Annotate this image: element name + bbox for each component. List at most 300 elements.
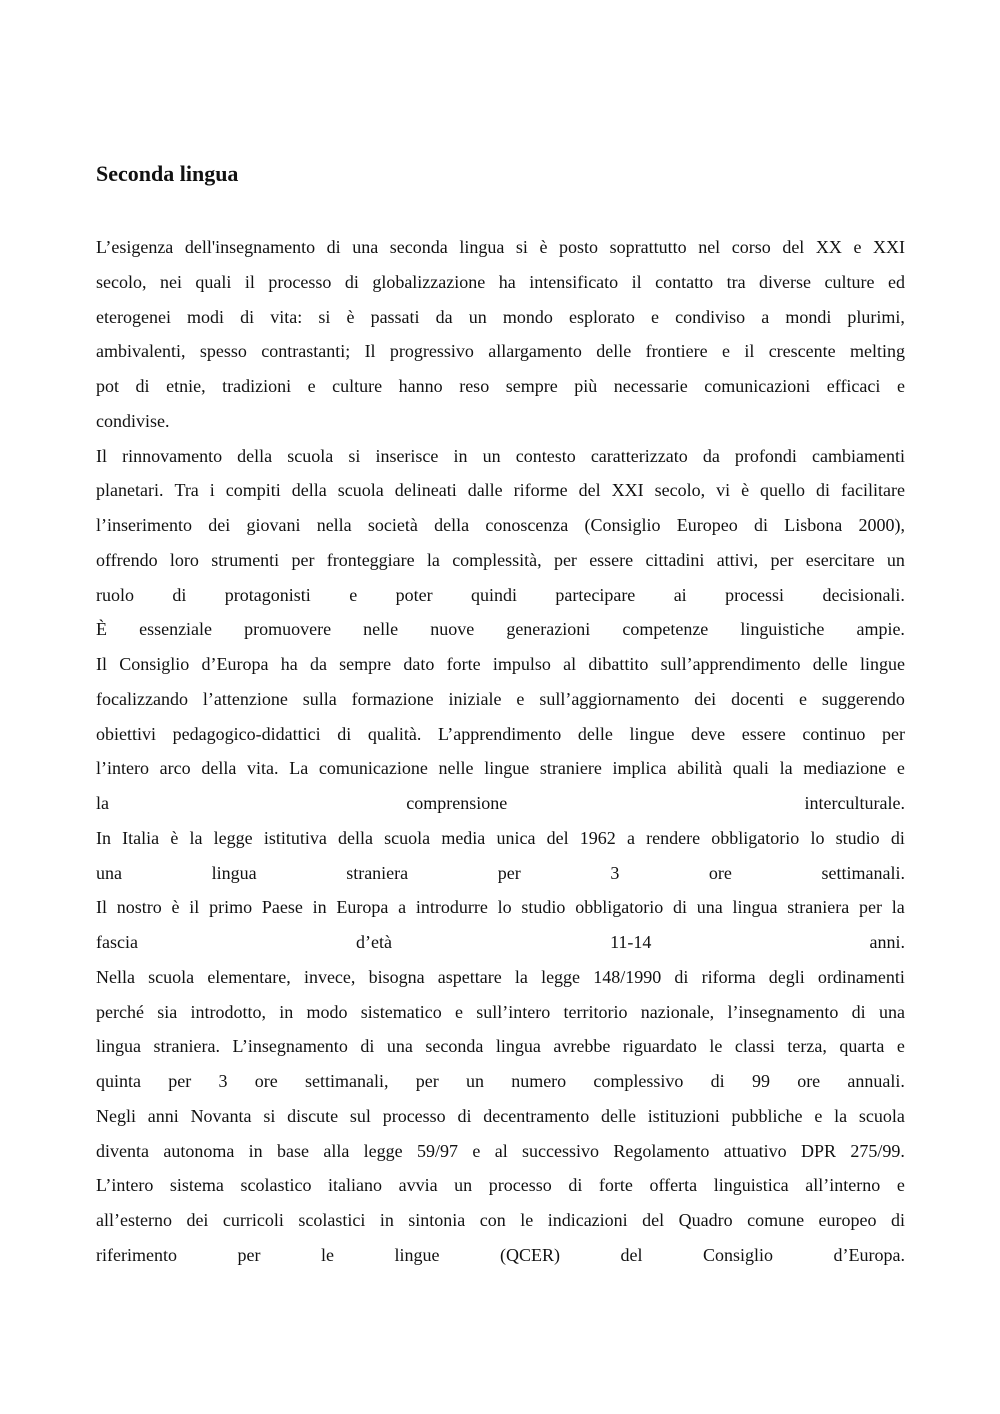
word: elementare,: [207, 966, 291, 987]
word: straniera: [346, 862, 409, 883]
word: condivise.: [96, 410, 170, 431]
word: invece,: [303, 966, 356, 987]
word: di: [135, 376, 150, 396]
word: tra: [726, 271, 746, 292]
word: delle: [596, 341, 632, 362]
word: ordinamenti: [817, 966, 905, 987]
word: all’esterno: [96, 1210, 172, 1230]
word: nazionale,: [640, 1001, 715, 1022]
word: essere: [589, 549, 634, 570]
text-line: [96, 890, 905, 925]
word: XX: [815, 237, 842, 257]
word: un: [886, 549, 905, 570]
word: ruolo: [96, 584, 134, 605]
word: In: [96, 827, 111, 848]
word: vita.: [247, 758, 279, 779]
word: (QCER): [499, 1244, 560, 1265]
word: la: [189, 827, 203, 848]
word: lingua: [96, 1036, 141, 1057]
word: per: [881, 723, 905, 744]
word: è: [171, 897, 180, 918]
word: anni: [147, 1105, 179, 1126]
word: (Consiglio: [584, 515, 661, 535]
word: un: [454, 1175, 473, 1196]
word: rinnovamento: [122, 445, 223, 466]
word: complessivo: [593, 1071, 684, 1091]
text-line: [96, 265, 905, 300]
word: una: [696, 897, 723, 918]
word: in: [453, 445, 468, 466]
word: Il: [96, 654, 107, 674]
word: da: [309, 654, 327, 674]
word: riforma: [701, 966, 756, 987]
word: tradizioni: [222, 376, 292, 396]
word: l’attenzione: [202, 688, 288, 709]
word: aspettare: [437, 966, 502, 987]
word: L’insegnamento: [232, 1036, 348, 1057]
word: nei: [159, 271, 182, 292]
word: nelle: [363, 619, 399, 640]
word: planetari.: [96, 480, 164, 501]
word: 11-14: [610, 932, 652, 952]
word: L’esigenza: [96, 237, 174, 257]
word: comprensione: [406, 793, 508, 813]
word: quello: [760, 480, 806, 501]
word: una: [352, 237, 379, 257]
word: si: [318, 306, 331, 327]
word: giovani: [246, 515, 301, 535]
word: 1962: [579, 827, 616, 848]
word: primo: [209, 897, 253, 918]
word: esplorato: [568, 306, 635, 327]
word: Consiglio: [119, 654, 190, 674]
word: fascia: [96, 932, 138, 952]
word: i: [209, 480, 215, 501]
word: la: [779, 758, 793, 779]
word: e: [814, 1105, 823, 1126]
word: lingue: [484, 758, 530, 779]
word: lingua: [495, 1036, 541, 1057]
word: suggerendo: [821, 688, 905, 709]
text-line: [96, 543, 905, 578]
word: unica: [496, 827, 536, 848]
word: progressivo: [389, 341, 474, 362]
word: si: [348, 445, 361, 466]
word: del: [782, 237, 805, 257]
word: scolastici: [298, 1210, 366, 1230]
word: inserisce: [375, 445, 439, 466]
word: per: [237, 1244, 261, 1265]
word: base: [277, 1140, 309, 1161]
word: ore: [708, 862, 732, 883]
word: attivi,: [716, 549, 759, 570]
text-line: [96, 856, 905, 891]
word: per: [497, 862, 521, 883]
word: obbligatorio: [711, 827, 800, 848]
word: essenziale: [139, 619, 213, 640]
word: le: [709, 1036, 723, 1057]
word: eterogenei: [96, 306, 171, 327]
text-line: [96, 1238, 905, 1273]
word: media: [441, 827, 486, 848]
word: decentramento: [483, 1105, 590, 1126]
word: da: [702, 445, 720, 466]
word: culture: [824, 271, 875, 292]
word: di: [568, 1175, 583, 1196]
word: necessarie: [613, 376, 688, 396]
word: globalizzazione: [372, 271, 486, 292]
text-line: [96, 404, 905, 439]
text-line: [96, 369, 905, 404]
word: allargamento: [488, 341, 582, 362]
word: scuola: [337, 480, 384, 501]
word: frontiere: [645, 341, 708, 362]
word: per: [415, 1071, 439, 1091]
word: sul: [349, 1105, 371, 1126]
word: 148/1990: [593, 966, 662, 987]
word: riforme: [513, 480, 568, 501]
word: arco: [159, 758, 191, 779]
text-line: [96, 1134, 905, 1169]
word: quarta: [839, 1036, 885, 1057]
word: di: [890, 1210, 905, 1230]
word: pot: [96, 376, 120, 396]
word: DPR: [801, 1140, 837, 1161]
word: Paese: [261, 897, 303, 918]
word: quinta: [96, 1071, 141, 1091]
word: lingua: [459, 237, 505, 257]
word: dibattito: [588, 654, 649, 674]
word: sintonia: [408, 1210, 466, 1230]
word: 3: [610, 862, 620, 883]
word: d’età: [356, 932, 393, 952]
text-line: [96, 578, 905, 613]
word: lingue: [629, 723, 675, 744]
word: introdotto,: [190, 1001, 266, 1022]
word: culture: [332, 376, 383, 396]
word: continuo: [802, 723, 866, 744]
word: in: [312, 897, 327, 918]
word: processi: [725, 584, 785, 605]
word: il: [189, 897, 200, 918]
word: ed: [887, 271, 905, 292]
word: di: [890, 827, 905, 848]
word: È: [96, 619, 107, 640]
word: Il: [96, 445, 107, 466]
word: di: [851, 1001, 866, 1022]
word: numero: [511, 1071, 567, 1091]
word: il: [244, 271, 255, 292]
word: e: [454, 1001, 463, 1022]
word: al: [494, 1140, 508, 1161]
word: Il: [96, 897, 107, 918]
word: legge: [213, 827, 253, 848]
word: 99: [751, 1071, 770, 1091]
word: e: [896, 376, 905, 396]
word: settimanali.: [821, 862, 905, 883]
word: qualità.: [367, 723, 422, 744]
word: posto: [559, 237, 599, 257]
word: lo: [497, 897, 512, 918]
word: sull’aggiornamento: [539, 688, 680, 709]
word: ore: [797, 1071, 821, 1091]
word: esercitare: [805, 549, 875, 570]
word: della: [434, 515, 470, 535]
word: L’intero: [96, 1175, 154, 1196]
word: scolastico: [240, 1175, 312, 1196]
word: fronteggiare: [326, 549, 415, 570]
word: perché: [96, 1001, 144, 1022]
word: straniera.: [153, 1036, 220, 1057]
word: Il: [364, 341, 376, 362]
word: per: [770, 549, 794, 570]
word: ha: [280, 654, 298, 674]
word: e: [721, 341, 730, 362]
word: avvia: [398, 1175, 438, 1196]
word: e: [516, 688, 525, 709]
word: di: [240, 306, 255, 327]
word: del: [642, 1210, 665, 1230]
word: è: [170, 827, 179, 848]
word: scuola: [287, 445, 334, 466]
word: protagonisti: [224, 584, 311, 605]
word: spesso: [199, 341, 247, 362]
word: XXI: [873, 237, 905, 257]
word: offrendo: [96, 549, 158, 570]
word: focalizzando: [96, 688, 188, 709]
word: di: [172, 584, 187, 605]
word: un: [465, 1071, 484, 1091]
word: e: [307, 376, 316, 396]
word: settimanali,: [304, 1071, 389, 1091]
word: modi: [187, 306, 225, 327]
word: secolo,: [654, 480, 706, 501]
word: istitutiva: [263, 827, 327, 848]
word: Europa: [336, 897, 389, 918]
word: al: [563, 654, 577, 674]
word: interculturale.: [804, 793, 905, 813]
body-text: [96, 230, 905, 1273]
word: La: [289, 758, 309, 779]
word: di: [816, 480, 831, 501]
word: della: [237, 445, 273, 466]
word: sempre: [505, 376, 558, 396]
word: sulla: [302, 688, 337, 709]
word: riferimento: [96, 1244, 177, 1265]
word: sistema: [169, 1175, 224, 1196]
text-line: [96, 925, 905, 960]
word: del: [578, 480, 601, 501]
word: deve: [691, 723, 726, 744]
word: processo: [488, 1175, 552, 1196]
word: e: [896, 1175, 905, 1196]
word: efficaci: [826, 376, 881, 396]
word: la: [96, 793, 109, 813]
word: di: [754, 515, 769, 535]
word: mediazione: [803, 758, 887, 779]
word: a: [398, 897, 407, 918]
word: compiti: [225, 480, 281, 501]
word: la: [834, 1105, 848, 1126]
word: e: [896, 1036, 905, 1057]
word: di: [457, 1105, 472, 1126]
word: territorio: [563, 1001, 628, 1022]
word: di: [326, 237, 341, 257]
word: conoscenza: [485, 515, 569, 535]
word: in: [248, 1140, 263, 1161]
text-line: [96, 786, 905, 821]
word: sempre: [339, 654, 392, 674]
word: alla: [323, 1140, 350, 1161]
word: iniziale: [448, 688, 502, 709]
word: per: [168, 1071, 192, 1091]
word: per: [291, 549, 315, 570]
word: l’inserimento: [96, 515, 192, 535]
word: europeo: [818, 1210, 877, 1230]
word: generazioni: [506, 619, 591, 640]
word: contesto: [515, 445, 576, 466]
text-line: [96, 300, 905, 335]
word: forte: [446, 654, 481, 674]
word: per: [553, 549, 577, 570]
word: in: [279, 1001, 294, 1022]
word: classi: [734, 1036, 775, 1057]
word: sull’intero: [476, 1001, 551, 1022]
word: nelle: [438, 758, 474, 779]
word: è: [346, 306, 355, 327]
word: reso: [459, 376, 490, 396]
word: cittadini: [645, 549, 705, 570]
word: indicazioni: [547, 1210, 628, 1230]
word: soprattutto: [609, 237, 687, 257]
word: etnie,: [166, 376, 206, 396]
word: Italia: [122, 827, 160, 848]
text-line: [96, 717, 905, 752]
word: impulso: [492, 654, 551, 674]
word: attuativo: [723, 1140, 787, 1161]
word: più: [574, 376, 598, 396]
word: delle: [812, 654, 848, 674]
word: e: [472, 1140, 481, 1161]
word: dei: [208, 515, 231, 535]
word: Consiglio: [702, 1244, 773, 1265]
word: del: [620, 1244, 643, 1265]
text-line: [96, 439, 905, 474]
word: comune: [747, 1210, 805, 1230]
word: ha: [498, 271, 516, 292]
word: curricoli: [222, 1210, 284, 1230]
word: linguistica: [713, 1175, 789, 1196]
word: la: [426, 549, 440, 570]
word: un: [468, 306, 487, 327]
text-line: [96, 1168, 905, 1203]
word: scuola: [858, 1105, 905, 1126]
word: XXI: [611, 480, 644, 501]
word: quindi: [470, 584, 517, 605]
word: da: [435, 306, 453, 327]
word: degli: [768, 966, 805, 987]
word: Europeo: [676, 515, 738, 535]
word: contatto: [655, 271, 714, 292]
text-line: [96, 230, 905, 265]
word: Lisbona: [784, 515, 843, 535]
word: istituzioni: [647, 1105, 720, 1126]
word: Regolamento: [613, 1140, 710, 1161]
word: 3: [218, 1071, 228, 1091]
word: forte: [598, 1175, 633, 1196]
text-line: [96, 682, 905, 717]
word: bisogna: [368, 966, 425, 987]
text-line: [96, 821, 905, 856]
word: annuali.: [847, 1071, 905, 1091]
word: della: [201, 758, 237, 779]
word: autonoma: [163, 1140, 235, 1161]
word: complessità,: [452, 549, 542, 570]
word: modo: [306, 1001, 348, 1022]
word: di: [710, 1071, 725, 1091]
word: una: [96, 862, 122, 883]
word: comunicazioni: [704, 376, 811, 396]
word: di: [344, 271, 359, 292]
word: loro: [169, 549, 199, 570]
word: contrastanti;: [261, 341, 351, 362]
word: pubbliche: [731, 1105, 803, 1126]
word: anni.: [869, 932, 905, 952]
word: 2000),: [858, 515, 905, 535]
word: e: [651, 306, 660, 327]
word: il: [631, 271, 642, 292]
word: processo: [268, 271, 332, 292]
word: abilità: [677, 758, 723, 779]
word: poter: [395, 584, 433, 605]
word: nella: [316, 515, 352, 535]
page-title: Seconda lingua: [96, 161, 239, 186]
word: lingue: [394, 1244, 440, 1265]
word: le: [520, 1210, 534, 1230]
word: dei: [186, 1210, 209, 1230]
word: straniera: [787, 897, 850, 918]
word: e: [896, 758, 905, 779]
word: a: [761, 306, 770, 327]
word: studio: [835, 827, 880, 848]
word: obbligatorio: [575, 897, 664, 918]
word: lingua: [211, 862, 257, 883]
word: e: [349, 584, 358, 605]
word: sull’apprendimento: [660, 654, 801, 674]
word: quali: [195, 271, 232, 292]
word: dell'insegnamento: [184, 237, 316, 257]
word: docenti: [731, 688, 785, 709]
word: ambivalenti,: [96, 341, 186, 362]
word: formazione: [351, 688, 434, 709]
word: il: [744, 341, 755, 362]
word: crescente: [768, 341, 836, 362]
word: una: [386, 1036, 413, 1057]
word: offerta: [649, 1175, 698, 1196]
word: successivo: [522, 1140, 600, 1161]
word: 59/97: [417, 1140, 459, 1161]
text-line: [96, 960, 905, 995]
word: scuola: [384, 827, 431, 848]
word: discute: [287, 1105, 339, 1126]
word: e: [798, 688, 807, 709]
word: della: [338, 827, 373, 848]
word: è: [741, 480, 750, 501]
word: nuove: [430, 619, 475, 640]
word: del: [546, 827, 569, 848]
word: hanno: [398, 376, 443, 396]
word: è: [539, 237, 548, 257]
